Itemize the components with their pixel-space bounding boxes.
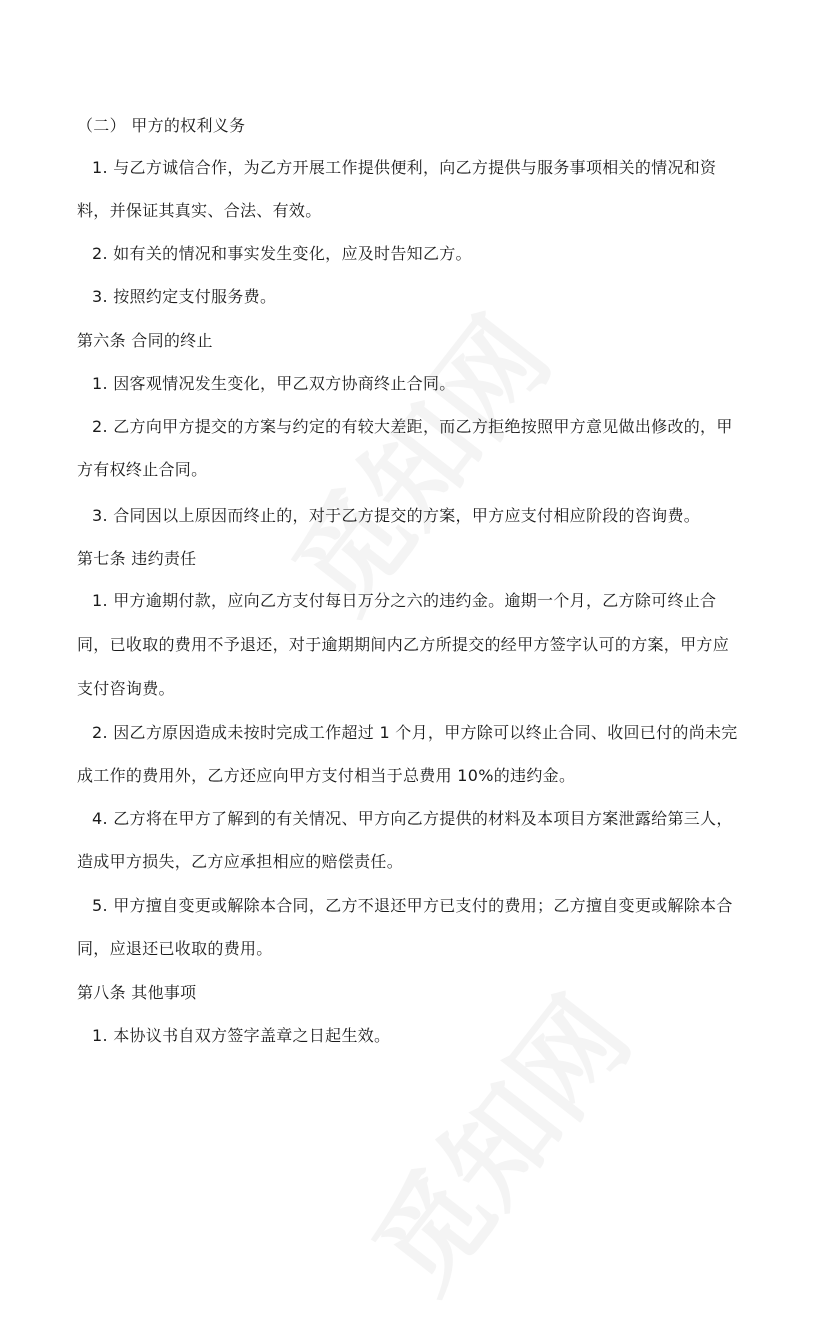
article-heading: 第七条 违约责任 bbox=[77, 549, 197, 568]
paragraph-line: 造成甲方损失，乙方应承担相应的赔偿责任。 bbox=[77, 852, 404, 871]
article-heading: 第八条 其他事项 bbox=[77, 983, 197, 1002]
paragraph-line: 3. 按照约定支付服务费。 bbox=[92, 287, 277, 306]
watermark bbox=[251, 280, 579, 637]
paragraph-line: 2. 因乙方原因造成未按时完成工作超过 1 个月，甲方除可以终止合同、收回已付的尚未完 bbox=[92, 723, 738, 742]
paragraph-line: 1. 因客观情况发生变化，甲乙双方协商终止合同。 bbox=[92, 374, 456, 393]
paragraph-line: 2. 如有关的情况和事实发生变化，应及时告知乙方。 bbox=[92, 244, 472, 263]
paragraph-line: 成工作的费用外，乙方还应向甲方支付相当于总费用 10%的违约金。 bbox=[77, 766, 576, 785]
paragraph-line: 同，已收取的费用不予退还，对于逾期期间内乙方所提交的经甲方签字认可的方案，甲方应 bbox=[77, 635, 730, 654]
watermark bbox=[331, 960, 659, 1317]
paragraph-line: 5. 甲方擅自变更或解除本合同，乙方不退还甲方已支付的费用；乙方擅自变更或解除本合 bbox=[92, 896, 733, 915]
paragraph-line: 2. 乙方向甲方提交的方案与约定的有较大差距，而乙方拒绝按照甲方意见做出修改的，甲 bbox=[92, 417, 733, 436]
paragraph-line: 支付咨询费。 bbox=[77, 679, 175, 698]
paragraph-line: 同，应退还已收取的费用。 bbox=[77, 939, 273, 958]
paragraph-line: 方有权终止合同。 bbox=[77, 460, 208, 479]
article-heading: 第六条 合同的终止 bbox=[77, 331, 213, 350]
section-title: （二） 甲方的权利义务 bbox=[77, 116, 246, 135]
paragraph-line: 1. 本协议书自双方签字盖章之日起生效。 bbox=[92, 1026, 391, 1045]
paragraph-line: 1. 甲方逾期付款，应向乙方支付每日万分之六的违约金。逾期一个月，乙方除可终止合 bbox=[92, 591, 717, 610]
paragraph-line: 3. 合同因以上原因而终止的，对于乙方提交的方案，甲方应支付相应阶段的咨询费。 bbox=[92, 506, 701, 525]
paragraph-line: 4. 乙方将在甲方了解到的有关情况、甲方向乙方提供的材料及本项目方案泄露给第三人， bbox=[92, 809, 733, 828]
paragraph-line: 料，并保证其真实、合法、有效。 bbox=[77, 201, 322, 220]
paragraph-line: 1. 与乙方诚信合作，为乙方开展工作提供便利，向乙方提供与服务事项相关的情况和资 bbox=[92, 158, 717, 177]
